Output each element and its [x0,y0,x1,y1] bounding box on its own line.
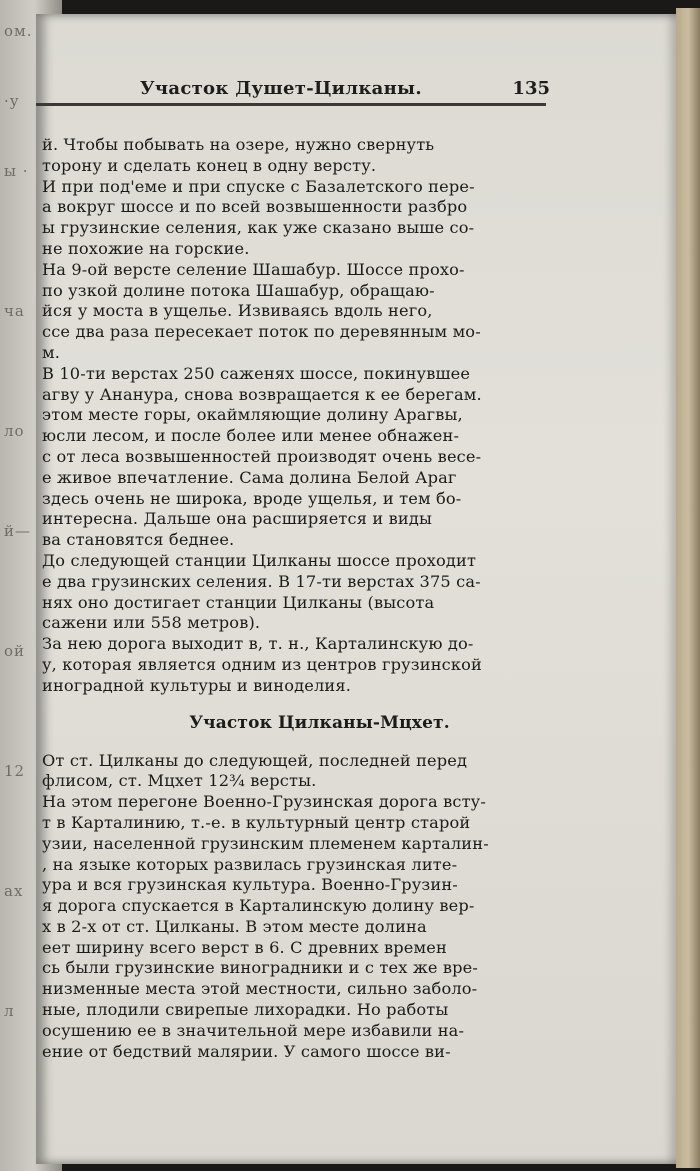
text-line: этом месте горы, окаймляющие долину Арагвы, [42,405,463,425]
paragraph-block-2 [42,751,557,1063]
text-line: сажени или 558 метров). [42,613,261,633]
text-line: До следующей станции Цилканы шоссе проходит [42,550,477,570]
text-line: юсли лесом, и после более или менее обнажен- [42,426,460,446]
text-line: интересна. Дальше она расширяется и виды [42,509,433,529]
text-line: я дорога спускается в Карталинскую долину вер- [42,896,475,916]
text-line: И при под'еме и при спуске с Базалетского пере- [42,176,475,196]
text-line: ура и вся грузинская культура. Военно-Грузин- [42,875,458,895]
text-line: по узкой долине потока Шашабур, обращаю- [42,280,435,300]
text-line: ы грузинские селения, как уже сказано выше со- [42,218,475,238]
text-line: йся у моста в ущелье. Извиваясь вдоль него, [42,301,433,321]
text-line: у, которая является одним из центров грузинской [42,654,482,674]
text-line: низменные места этой местности, сильно заболо- [42,979,478,999]
text-line: От ст. Цилканы до следующей, последней перед [42,750,468,770]
running-title: Участок Душет-Цилканы. [140,78,422,99]
text-line: сь были грузинские виноградники и с тех же вре- [42,958,479,978]
paragraph-block-1 [42,135,557,697]
text-line: На этом перегоне Военно-Грузинская дорога всту- [42,792,486,812]
text-line: флисом, ст. Мцхет 12¾ версты. [42,771,317,791]
text-line: м. [42,342,61,362]
text-line: На 9-ой версте селение Шашабур. Шоссе прохо- [42,259,465,279]
text-line: нях оно достигает станции Цилканы (высота [42,592,435,612]
text-line: т в Карталинию, т.-е. в культурный центр старой [42,812,471,832]
text-line: осушению ее в значительной мере избавили на- [42,1020,465,1040]
text-line: торону и сделать конец в одну версту. [42,155,377,175]
text-line: ва становятся беднее. [42,530,235,550]
facing-page-edge: ом. ·у ы · ча ло й— ой 12 ах л [0,0,62,1171]
text-line: еет ширину всего верст в 6. С древних времен [42,937,447,957]
text-line: е живое впечатление. Сама долина Белой Араг [42,467,457,487]
text-line: й. Чтобы побывать на озере, нужно свернуть [42,135,435,154]
text-line: ение от бедствий малярии. У самого шоссе ви- [42,1041,451,1061]
text-line: узии, населенной грузинским племенем карталин- [42,833,489,853]
page-text [42,135,557,1062]
text-line: с от леса возвышенностей производят очень весе- [42,446,482,466]
text-line: агву у Ананура, снова возвращается к ее берегам. [42,384,482,404]
text-line: х в 2-х от ст. Цилканы. В этом месте долина [42,916,427,936]
text-line: За нею дорога выходит в, т. н., Карталинскую до- [42,634,474,654]
text-line: ссе два раза пересекает поток по деревянным мо- [42,322,481,342]
text-line: В 10-ти верстах 250 саженях шоссе, покинувшее [42,363,471,383]
text-line: , на языке которых развилась грузинская лите- [42,854,458,874]
page-number: 135 [512,78,550,99]
text-line: а вокруг шоссе и по всей возвышенности разбро [42,197,468,217]
section-heading: Участок Цилканы-Мцхет. [189,712,450,733]
header-rule [36,103,546,106]
text-line: не похожие на горские. [42,238,250,258]
text-line: ные, плодили свирепые лихорадки. Но работы [42,1000,449,1020]
text-line: е два грузинских селения. В 17-ти верстах 375 са- [42,571,481,591]
text-line: здесь очень не широка, вроде ущелья, и тем бо- [42,488,462,508]
text-line: иноградной культуры и виноделия. [42,675,352,695]
page-block-edge [676,8,700,1168]
